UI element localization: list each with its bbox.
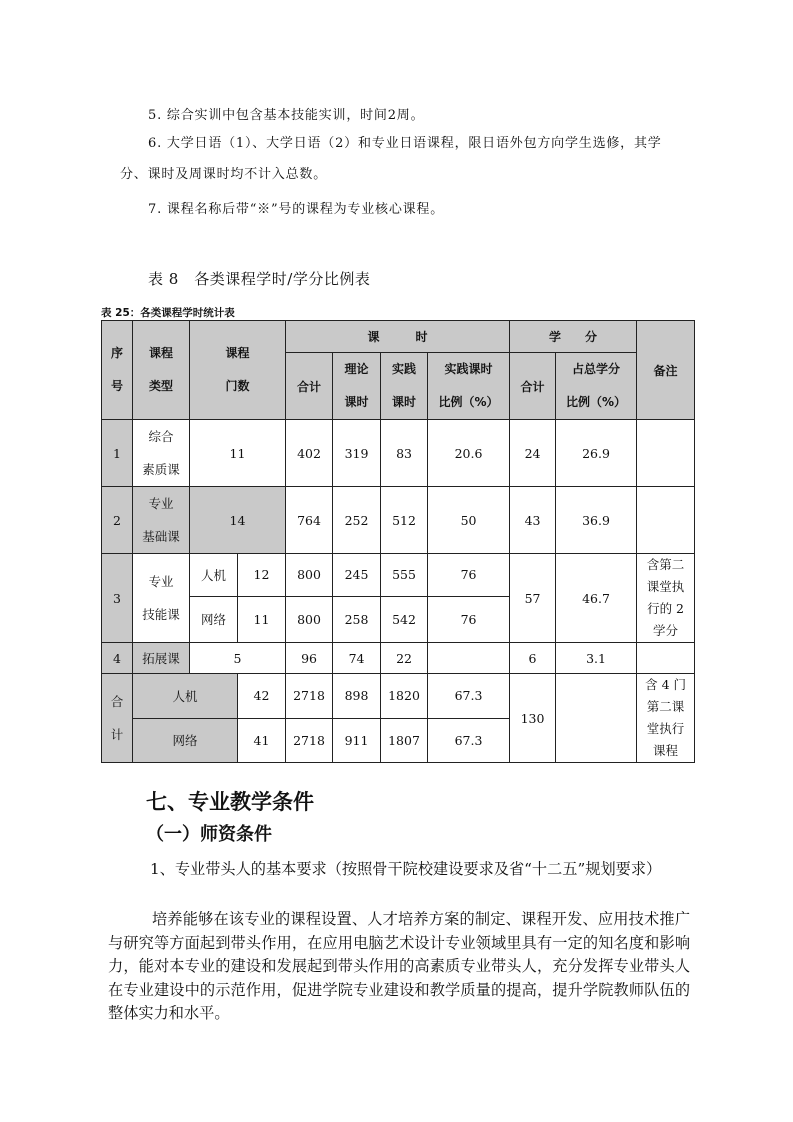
cell-theory: 245 bbox=[333, 554, 381, 597]
cell-ratio bbox=[428, 643, 510, 674]
cell-count: 12 bbox=[238, 554, 286, 597]
cell-subtype: 网络 bbox=[133, 718, 238, 763]
cell-credit-ratio: 36.9 bbox=[556, 487, 637, 554]
cell-theory: 911 bbox=[333, 718, 381, 763]
cell-total: 402 bbox=[286, 420, 333, 487]
subsection-heading: （一）师资条件 bbox=[146, 824, 272, 845]
cell-remark bbox=[637, 487, 695, 554]
header-count: 课程 门数 bbox=[190, 321, 286, 420]
cell-ratio: 67.3 bbox=[428, 718, 510, 763]
cell-ratio: 76 bbox=[428, 596, 510, 642]
cell-total: 2718 bbox=[286, 674, 333, 719]
cell-theory: 258 bbox=[333, 596, 381, 642]
header-practice: 实践 课时 bbox=[381, 353, 428, 420]
cell-credits: 6 bbox=[510, 643, 556, 674]
cell-practice: 83 bbox=[381, 420, 428, 487]
cell-practice: 1807 bbox=[381, 718, 428, 763]
note-5: 5. 综合实训中包含基本技能实训，时间2周。 bbox=[148, 108, 425, 123]
table-row bbox=[102, 643, 695, 674]
cell-type: 拓展课 bbox=[133, 643, 190, 674]
cell-practice: 555 bbox=[381, 554, 428, 597]
cell-subtype: 人机 bbox=[133, 674, 238, 719]
cell-credits: 43 bbox=[510, 487, 556, 554]
header-seq: 序 号 bbox=[102, 321, 133, 420]
cell-type: 综合 素质课 bbox=[133, 420, 190, 487]
table-row bbox=[102, 674, 695, 719]
cell-count: 11 bbox=[190, 420, 286, 487]
header-theory: 理论 课时 bbox=[333, 353, 381, 420]
cell-remark: 含 4 门 第二课 堂执行 课程 bbox=[637, 674, 695, 763]
header-credits: 学 分 bbox=[510, 321, 637, 353]
cell-seq: 3 bbox=[102, 554, 133, 643]
cell-count: 14 bbox=[190, 487, 286, 554]
note-7: 7. 课程名称后带“※”号的课程为专业核心课程。 bbox=[148, 202, 445, 217]
header-ratio: 实践课时 比例（%） bbox=[428, 353, 510, 420]
cell-sum-label: 合 计 bbox=[102, 674, 133, 763]
header-credit-total: 合计 bbox=[510, 353, 556, 420]
cell-remark bbox=[637, 420, 695, 487]
cell-ratio: 67.3 bbox=[428, 674, 510, 719]
cell-count: 11 bbox=[238, 596, 286, 642]
cell-seq: 2 bbox=[102, 487, 133, 554]
table-row bbox=[102, 554, 695, 597]
table-title: 表 25：各类课程学时统计表 bbox=[101, 307, 235, 319]
cell-theory: 319 bbox=[333, 420, 381, 487]
cell-type: 专业 技能课 bbox=[133, 554, 190, 643]
table-row bbox=[102, 420, 695, 487]
cell-credit-ratio: 3.1 bbox=[556, 643, 637, 674]
header-type: 课程 类型 bbox=[133, 321, 190, 420]
cell-credits: 57 bbox=[510, 554, 556, 643]
note-6: 6. 大学日语（1）、大学日语（2）和专业日语课程，限日语外包方向学生选修，其学分、课时及周课时均不计入总数。 bbox=[120, 136, 662, 182]
header-remarks: 备注 bbox=[637, 321, 695, 420]
cell-total: 2718 bbox=[286, 718, 333, 763]
cell-practice: 22 bbox=[381, 643, 428, 674]
cell-count: 5 bbox=[190, 643, 286, 674]
cell-count: 42 bbox=[238, 674, 286, 719]
header-total: 合计 bbox=[286, 353, 333, 420]
cell-ratio: 50 bbox=[428, 487, 510, 554]
cell-practice: 542 bbox=[381, 596, 428, 642]
cell-total: 800 bbox=[286, 554, 333, 597]
cell-seq: 1 bbox=[102, 420, 133, 487]
cell-practice: 512 bbox=[381, 487, 428, 554]
body-paragraph: 培养能够在该专业的课程设置、人才培养方案的制定、课程开发、应用技术推广与研究等方面起到带头作用，在应用电脑艺术设计专业领域里具有一定的知名度和影响力，能对本专业的建设和发展起到带头作用的高素质专业带头人，充分发挥专业带头人在专业建设中的示范作用，促进学院专业建设和教学质量的提高，提升学院教师队伍的整体实力和水平。 bbox=[108, 910, 690, 1022]
cell-remark: 含第二 课堂执 行的 2 学分 bbox=[637, 554, 695, 643]
header-hours: 课 时 bbox=[286, 321, 510, 353]
cell-seq: 4 bbox=[102, 643, 133, 674]
cell-total: 800 bbox=[286, 596, 333, 642]
cell-subtype: 人机 bbox=[190, 554, 238, 597]
cell-credit-ratio: 26.9 bbox=[556, 420, 637, 487]
cell-ratio: 20.6 bbox=[428, 420, 510, 487]
cell-theory: 898 bbox=[333, 674, 381, 719]
cell-type: 专业 基础课 bbox=[133, 487, 190, 554]
table-row bbox=[102, 487, 695, 554]
item-heading: 1、专业带头人的基本要求（按照骨干院校建设要求及省“十二五”规划要求） bbox=[150, 860, 662, 878]
cell-practice: 1820 bbox=[381, 674, 428, 719]
cell-ratio: 76 bbox=[428, 554, 510, 597]
cell-credit-ratio bbox=[556, 674, 637, 763]
table-caption: 表 8 各类课程学时/学分比例表 bbox=[148, 270, 371, 288]
header-credit-ratio: 占总学分 比例（%） bbox=[556, 353, 637, 420]
cell-subtype: 网络 bbox=[190, 596, 238, 642]
cell-total: 764 bbox=[286, 487, 333, 554]
cell-credit-ratio: 46.7 bbox=[556, 554, 637, 643]
cell-remark bbox=[637, 643, 695, 674]
section-heading: 七、专业教学条件 bbox=[146, 790, 314, 814]
cell-credits: 130 bbox=[510, 674, 556, 763]
cell-credits: 24 bbox=[510, 420, 556, 487]
cell-theory: 252 bbox=[333, 487, 381, 554]
course-hours-table bbox=[101, 320, 695, 763]
cell-theory: 74 bbox=[333, 643, 381, 674]
cell-count: 41 bbox=[238, 718, 286, 763]
cell-total: 96 bbox=[286, 643, 333, 674]
